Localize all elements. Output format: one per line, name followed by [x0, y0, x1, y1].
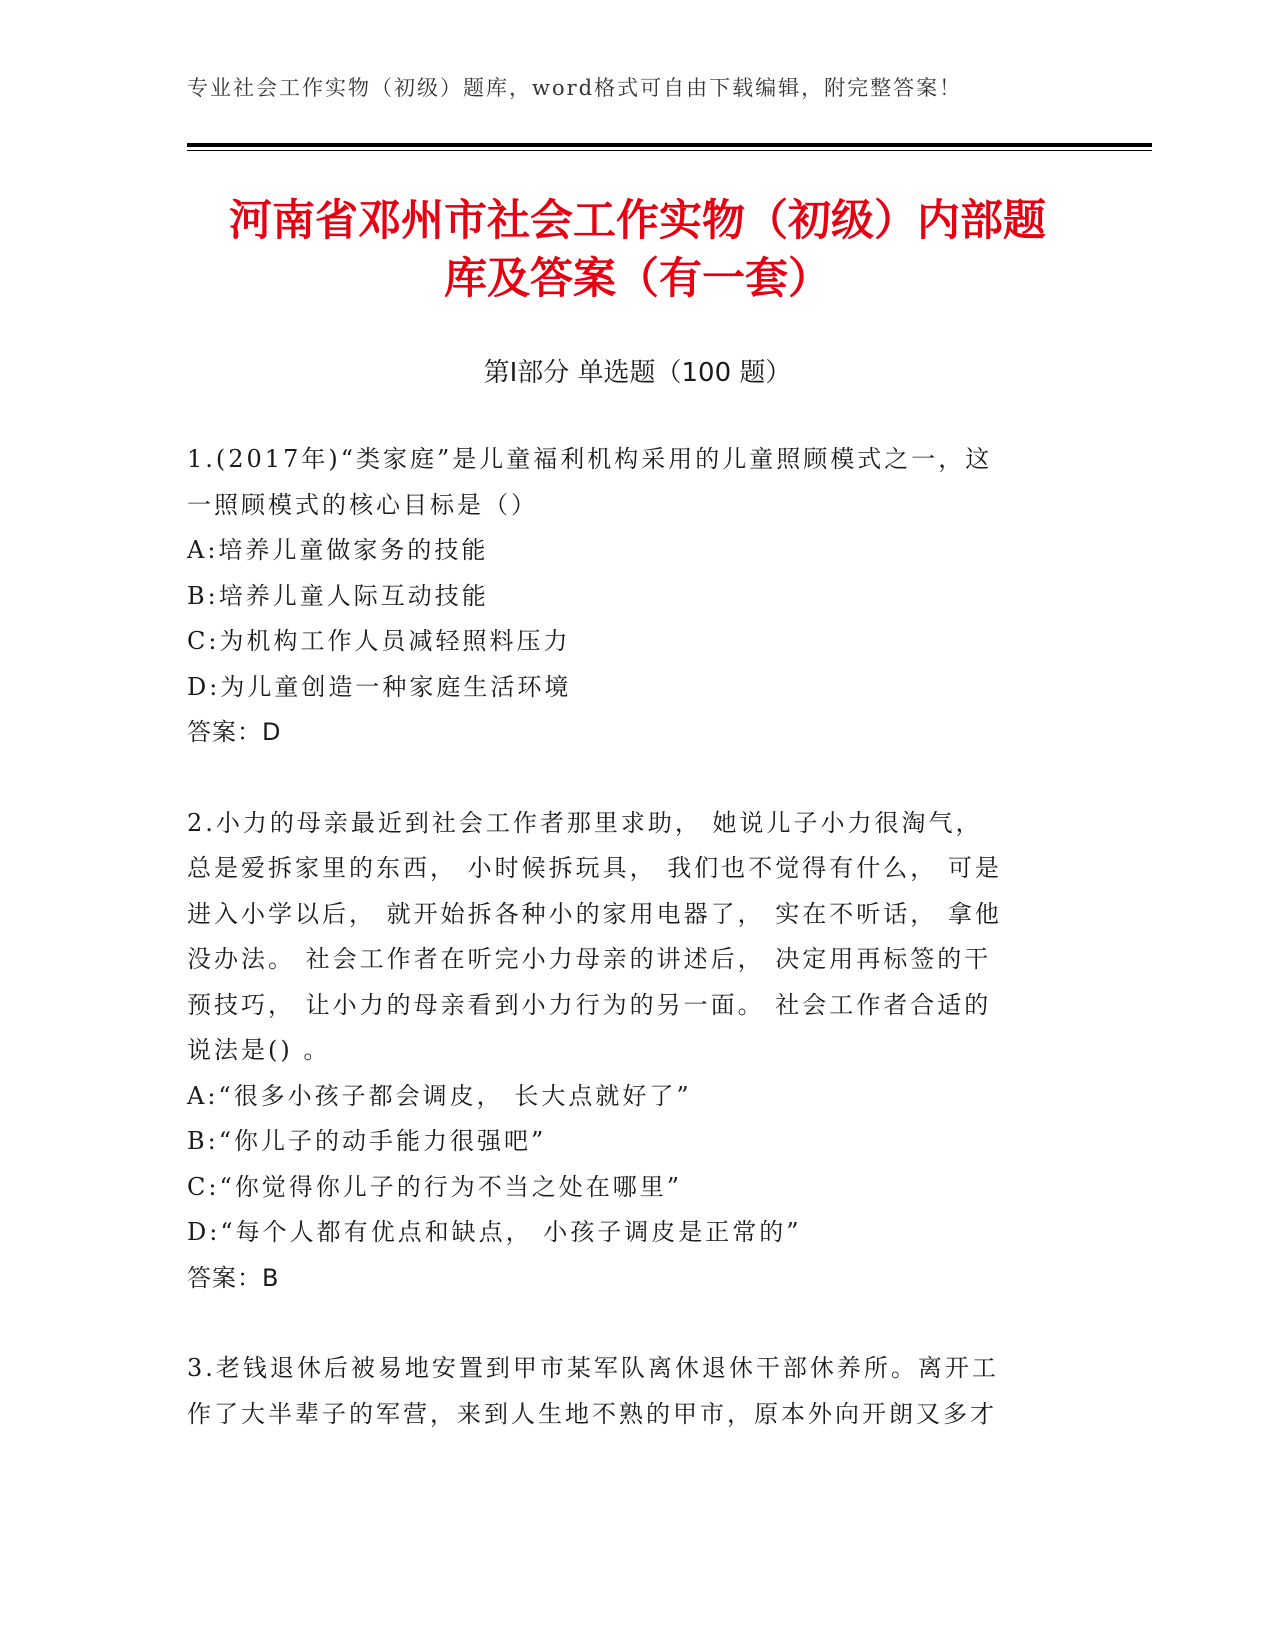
question-stem-line: 说法是() 。 — [187, 1036, 331, 1064]
header-divider-thin — [187, 150, 1152, 151]
question-stem-line: 总是爱拆家里的东西， 小时候拆玩具， 我们也不觉得有什么， 可是 — [187, 854, 1002, 882]
title-line-2: 库及答案（有一套） — [444, 254, 831, 304]
question-option: B:“你儿子的动手能力很强吧” — [187, 1127, 547, 1155]
question-option: A:“很多小孩子都会调皮， 长大点就好了” — [187, 1081, 692, 1110]
question-option: A:培养儿童做家务的技能 — [187, 536, 489, 564]
question-stem-line: 1.(2017年)“类家庭”是儿童福利机构采用的儿童照顾模式之一，这 — [187, 445, 993, 473]
question-stem-line: 3.老钱退休后被易地安置到甲市某军队离休退休干部休养所。离开工 — [187, 1354, 999, 1382]
question-option: D:为儿童创造一种家庭生活环境 — [187, 672, 572, 701]
header-divider-thick — [187, 143, 1152, 147]
question-answer: 答案：B — [187, 1263, 280, 1292]
question-stem-line: 没办法。 社会工作者在听完小力母亲的讲述后， 决定用再标签的干 — [187, 945, 992, 973]
question-item — [187, 437, 1067, 756]
header-note: 专业社会工作实物（初级）题库，word格式可自由下载编辑，附完整答案！ — [187, 76, 963, 100]
question-stem-line: 2.小力的母亲最近到社会工作者那里求助， 她说儿子小力很淘气， — [187, 808, 983, 837]
question-answer: 答案：D — [187, 718, 282, 746]
question-stem-line: 进入小学以后， 就开始拆各种小的家用电器了， 实在不听话， 拿他 — [187, 899, 1002, 928]
section-title: 第Ⅰ部分 单选题（100 题） — [483, 358, 792, 388]
question-option: C:为机构工作人员减轻照料压力 — [187, 627, 571, 655]
question-option: D:“每个人都有优点和缺点， 小孩子调皮是正常的” — [187, 1218, 802, 1246]
question-list — [187, 437, 1067, 1482]
question-stem-line: 预技巧， 让小力的母亲看到小力行为的另一面。 社会工作者合适的 — [187, 990, 992, 1019]
title-line-1: 河南省邓州市社会工作实物（初级）内部题 — [229, 196, 1046, 246]
question-option: C:“你觉得你儿子的行为不当之处在哪里” — [187, 1172, 682, 1201]
question-item — [187, 801, 1067, 1302]
question-option: B:培养儿童人际互动技能 — [187, 581, 489, 610]
question-stem-line: 一照顾模式的核心目标是（） — [187, 490, 538, 519]
document-title — [150, 192, 1125, 308]
question-item — [187, 1346, 1067, 1437]
question-stem-line: 作了大半辈子的军营，来到人生地不熟的甲市，原本外向开朗又多才 — [187, 1399, 997, 1428]
